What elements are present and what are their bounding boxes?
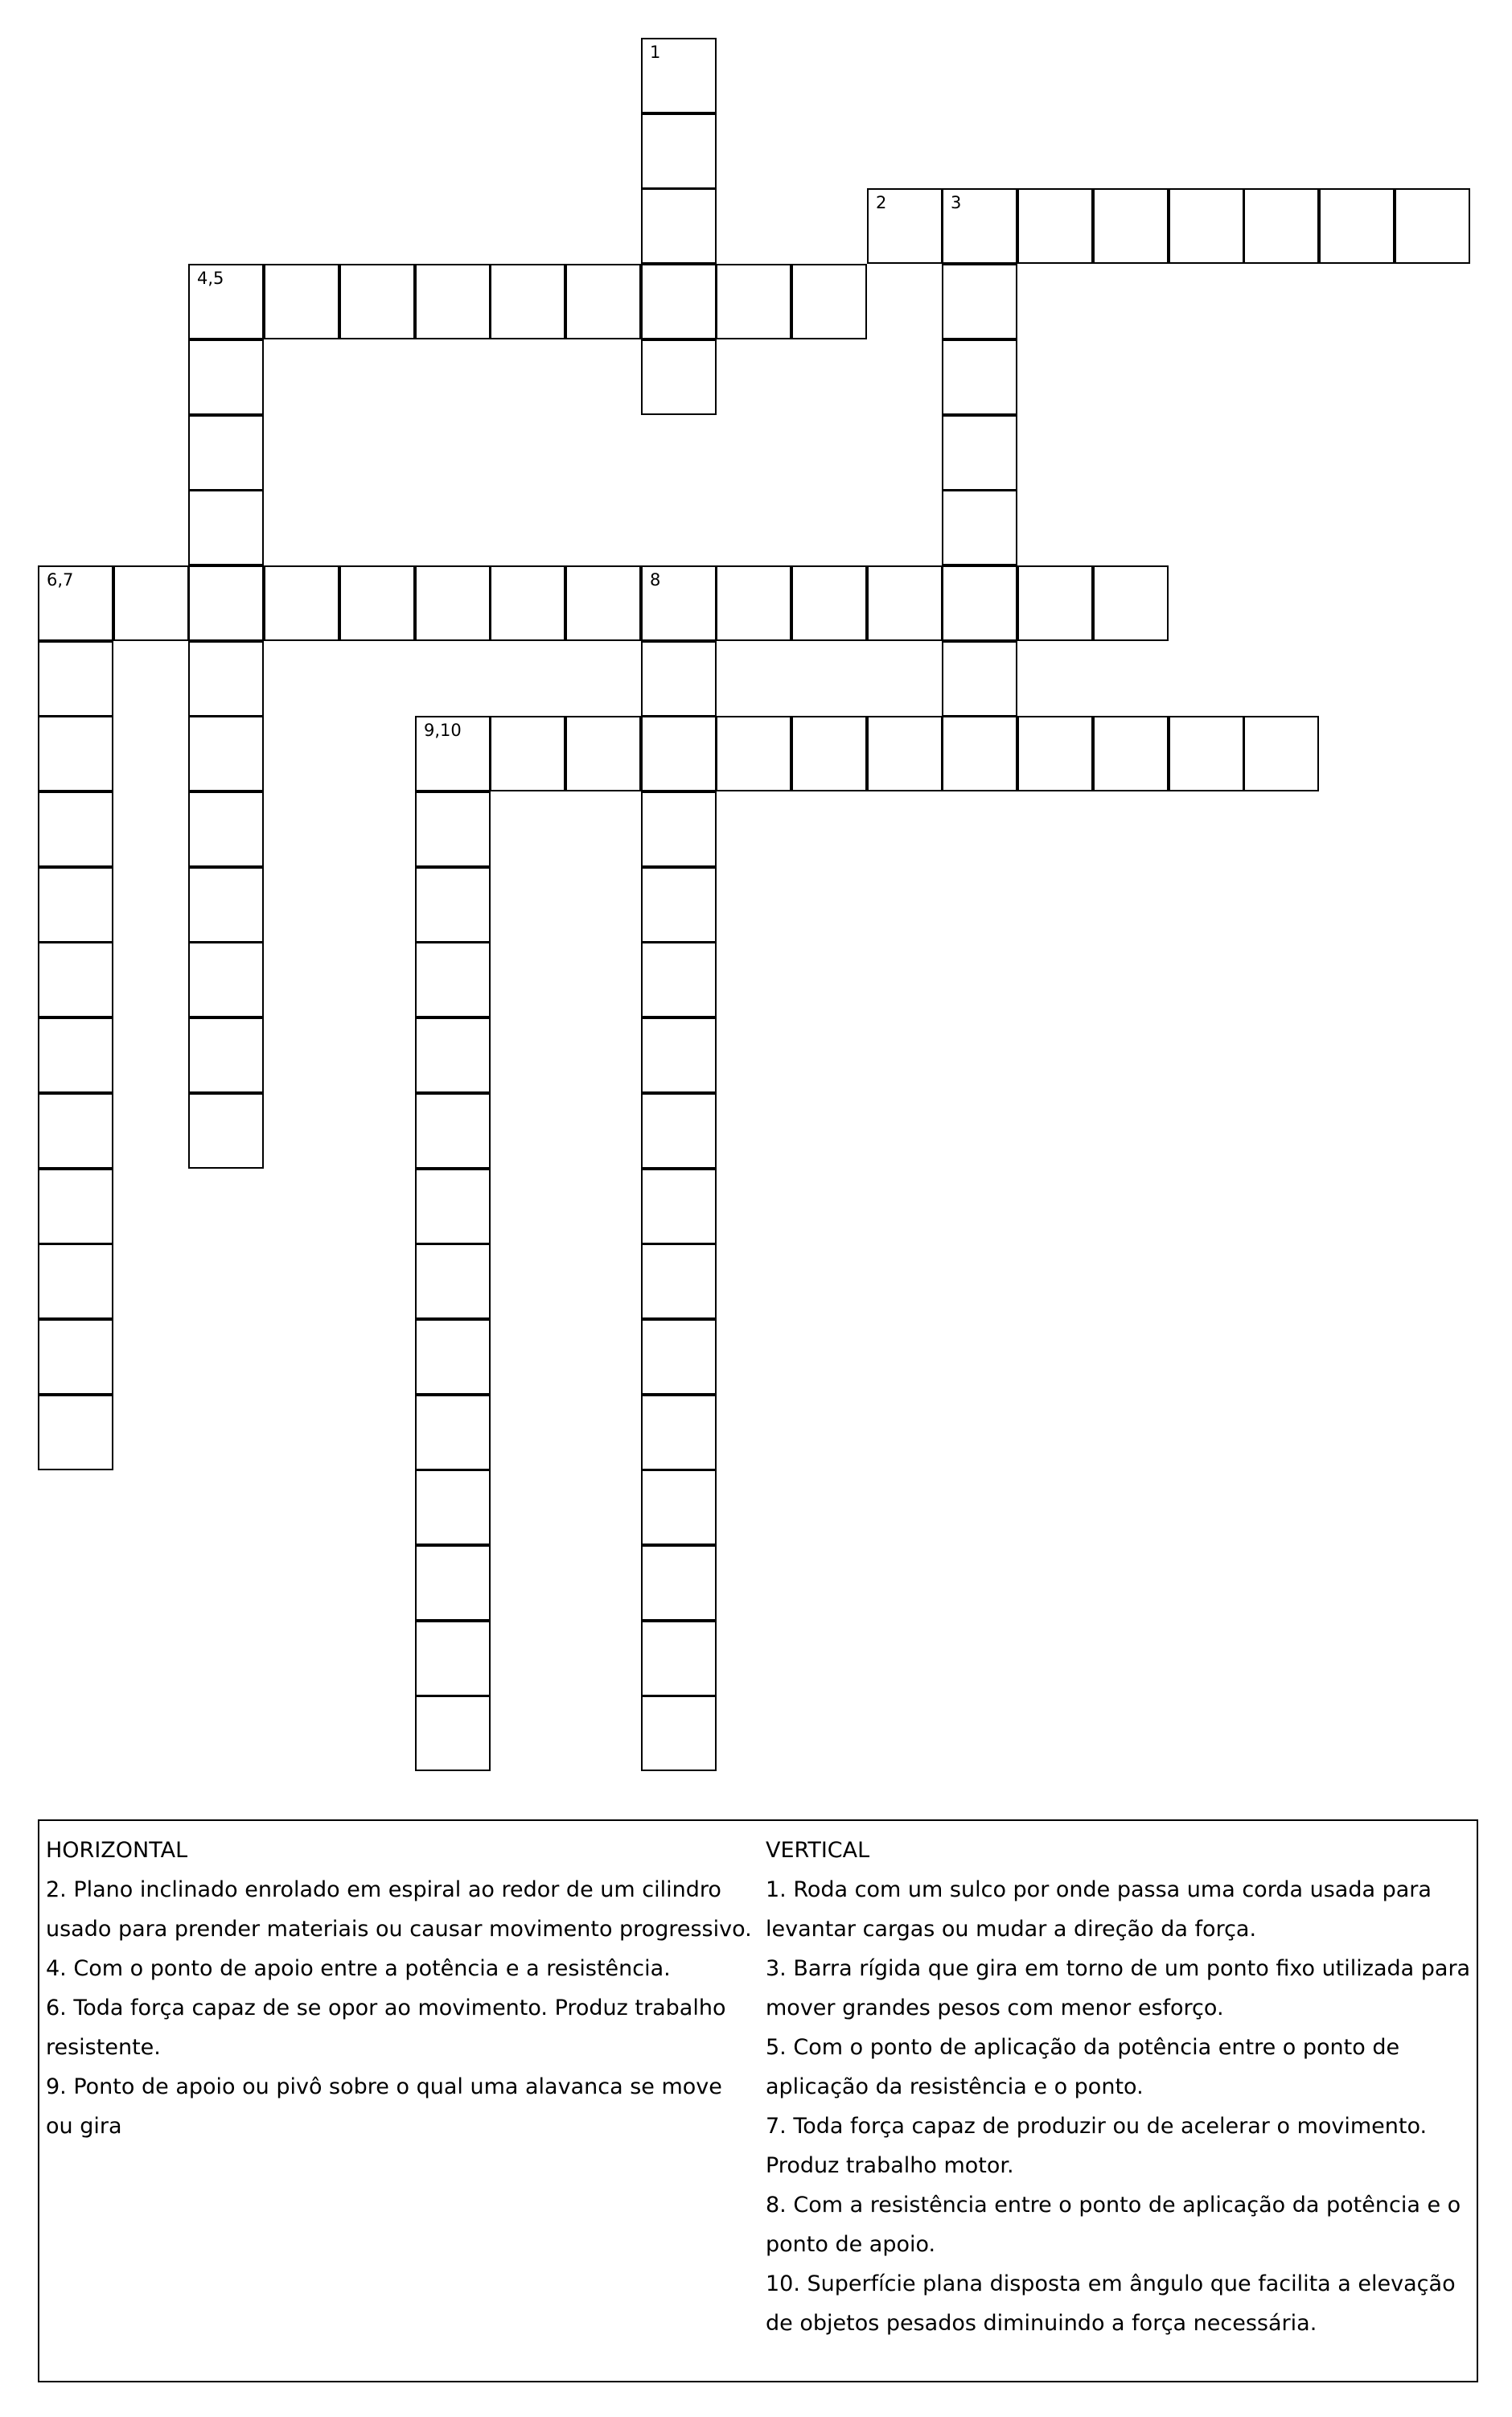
grid-cell[interactable] [188,565,264,641]
grid-cell[interactable] [415,264,491,339]
grid-cell[interactable] [415,1621,491,1696]
grid-cell[interactable] [942,641,1017,717]
grid-cell[interactable] [188,791,264,867]
grid-cell[interactable] [490,264,565,339]
grid-cell[interactable] [415,1545,491,1621]
grid-cell[interactable] [415,1093,491,1169]
grid-cell[interactable] [188,1017,264,1093]
grid-cell[interactable] [942,716,1017,791]
grid-cell[interactable] [641,565,717,641]
grid-cell[interactable] [641,188,717,264]
clue-horizontal-6: 6. Toda força capaz de se opor ao movimento. Produz trabalho resistente. [46,1996,726,2060]
grid-cell[interactable] [38,1319,113,1395]
grid-cell[interactable] [1169,188,1244,264]
grid-cell[interactable] [641,38,717,113]
cell-number: 6,7 [47,570,74,590]
grid-cell[interactable] [641,791,717,867]
grid-cell[interactable] [565,264,641,339]
clue-horizontal-4: 4. Com o ponto de apoio entre a potência e a resistência. [46,1956,671,1981]
grid-cell[interactable] [38,1243,113,1319]
cell-number: 2 [876,193,887,212]
cell-number: 1 [650,43,661,62]
grid-cell[interactable] [415,1319,491,1395]
grid-cell[interactable] [942,565,1017,641]
grid-cell[interactable] [415,791,491,867]
grid-cell[interactable] [641,1470,717,1545]
vertical-heading: VERTICAL [766,1838,870,1863]
cell-number: 9,10 [424,721,462,740]
grid-cell[interactable] [188,264,264,339]
grid-cell[interactable] [641,942,717,1017]
grid-cell[interactable] [641,1243,717,1319]
grid-cell[interactable] [716,264,791,339]
grid-cell[interactable] [641,1621,717,1696]
grid-cell[interactable] [641,1093,717,1169]
grid-cell[interactable] [38,641,113,717]
vertical-clues [766,1831,1473,2343]
grid-cell[interactable] [415,1696,491,1771]
grid-cell[interactable] [942,264,1017,339]
cell-number: 4,5 [197,269,224,288]
grid-cell[interactable] [1395,188,1470,264]
grid-cell[interactable] [716,565,791,641]
grid-cell[interactable] [415,1243,491,1319]
clue-horizontal-9: 9. Ponto de apoio ou pivô sobre o qual uma alavanca se move ou gira [46,2074,722,2139]
grid-cell[interactable] [188,1093,264,1169]
grid-cell[interactable] [415,1017,491,1093]
grid-cell[interactable] [867,716,943,791]
grid-cell[interactable] [38,791,113,867]
grid-cell[interactable] [942,188,1017,264]
grid-cell[interactable] [188,867,264,943]
grid-cell[interactable] [415,1470,491,1545]
grid-cell[interactable] [867,565,943,641]
grid-cell[interactable] [641,1319,717,1395]
grid-cell[interactable] [641,339,717,415]
cell-number: 8 [650,570,661,590]
grid-cell[interactable] [565,565,641,641]
grid-cell[interactable] [1017,716,1093,791]
grid-cell[interactable] [791,565,867,641]
grid-cell[interactable] [1093,565,1169,641]
grid-cell[interactable] [641,867,717,943]
grid-cell[interactable] [641,113,717,189]
grid-cell[interactable] [339,264,415,339]
horizontal-heading: HORIZONTAL [46,1838,188,1863]
clue-vertical-8: 8. Com a resistência entre o ponto de aplicação da potência e o ponto de apoio. [766,2193,1461,2257]
grid-cell[interactable] [38,1169,113,1244]
grid-cell[interactable] [188,942,264,1017]
grid-cell[interactable] [415,1169,491,1244]
grid-cell[interactable] [1319,188,1395,264]
grid-cell[interactable] [38,867,113,943]
grid-cell[interactable] [188,415,264,491]
grid-cell[interactable] [1093,188,1169,264]
grid-cell[interactable] [415,565,491,641]
clue-vertical-7: 7. Toda força capaz de produzir ou de acelerar o movimento. Produz trabalho motor. [766,2114,1428,2178]
grid-cell[interactable] [942,339,1017,415]
grid-cell[interactable] [188,716,264,791]
grid-cell[interactable] [791,264,867,339]
grid-cell[interactable] [641,1545,717,1621]
clue-vertical-3: 3. Barra rígida que gira em torno de um ponto fixo utilizada para mover grandes pesos com menor esforço. [766,1956,1471,2020]
grid-cell[interactable] [942,415,1017,491]
grid-cell[interactable] [188,339,264,415]
grid-cell[interactable] [641,1696,717,1771]
clue-vertical-10: 10. Superfície plana disposta em ângulo que facilita a elevação de objetos pesados diminuindo a força necessária. [766,2271,1456,2336]
grid-cell[interactable] [38,942,113,1017]
grid-cell[interactable] [490,716,565,791]
grid-cell[interactable] [1169,716,1244,791]
grid-cell[interactable] [113,565,189,641]
grid-cell[interactable] [38,716,113,791]
grid-cell[interactable] [641,716,717,791]
grid-cell[interactable] [716,716,791,791]
grid-cell[interactable] [415,867,491,943]
clue-vertical-1: 1. Roda com um sulco por onde passa uma corda usada para levantar cargas ou mudar a direção da força. [766,1877,1432,1942]
grid-cell[interactable] [641,641,717,717]
grid-cell[interactable] [867,188,943,264]
grid-cell[interactable] [942,490,1017,565]
clue-horizontal-2: 2. Plano inclinado enrolado em espiral ao redor de um cilindro usado para prender materiais ou causar movimento progressivo. [46,1877,752,1942]
grid-cell[interactable] [415,716,491,791]
grid-cell[interactable] [1243,716,1319,791]
grid-cell[interactable] [791,716,867,791]
grid-cell[interactable] [264,565,339,641]
grid-cell[interactable] [38,1395,113,1470]
grid-cell[interactable] [641,1017,717,1093]
grid-cell[interactable] [1017,188,1093,264]
grid-cell[interactable] [1243,188,1319,264]
grid-cell[interactable] [38,565,113,641]
grid-cell[interactable] [188,641,264,717]
horizontal-clues [46,1831,754,2146]
grid-cell[interactable] [38,1093,113,1169]
grid-cell[interactable] [490,565,565,641]
grid-cell[interactable] [188,490,264,565]
grid-cell[interactable] [415,942,491,1017]
grid-cell[interactable] [415,1395,491,1470]
grid-cell[interactable] [339,565,415,641]
grid-cell[interactable] [641,1169,717,1244]
grid-cell[interactable] [38,1017,113,1093]
grid-cell[interactable] [1093,716,1169,791]
grid-cell[interactable] [1017,565,1093,641]
clues-box [38,1819,1478,2382]
grid-cell[interactable] [641,1395,717,1470]
grid-cell[interactable] [641,264,717,339]
cell-number: 3 [951,193,962,212]
grid-cell[interactable] [264,264,339,339]
grid-cell[interactable] [565,716,641,791]
clue-vertical-5: 5. Com o ponto de aplicação da potência entre o ponto de aplicação da resistência e o ponto. [766,2035,1400,2099]
